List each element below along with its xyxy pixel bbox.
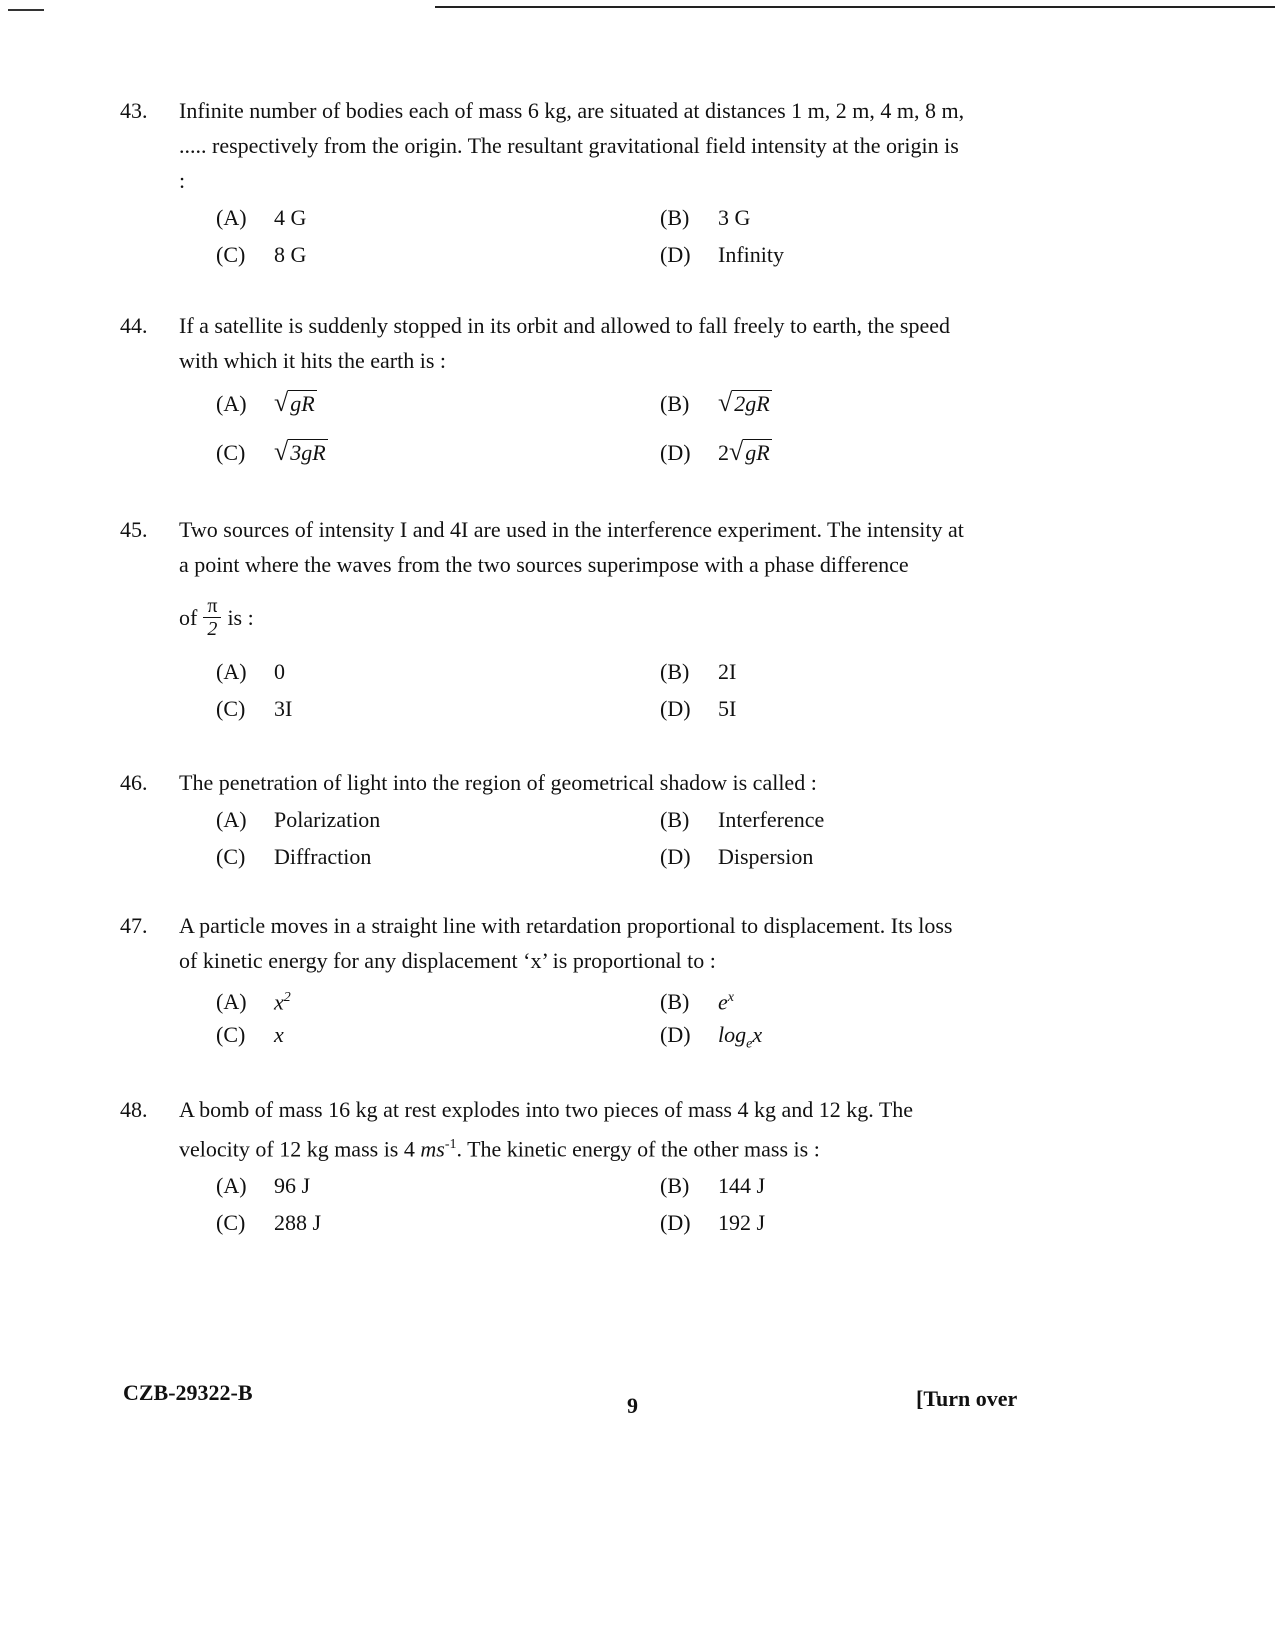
option-d[interactable] <box>660 839 960 875</box>
option-a[interactable] <box>216 654 660 690</box>
question-46 <box>120 765 970 875</box>
scan-rule-left <box>8 9 44 11</box>
option-label: (A) <box>216 391 247 416</box>
radical-sign: √ <box>729 437 744 466</box>
radicand: gR <box>290 391 315 416</box>
question-number: 46. <box>120 770 148 795</box>
option-value: 4 G <box>274 205 307 230</box>
option-value <box>274 386 317 421</box>
option-a[interactable] <box>216 1168 660 1204</box>
option-label: (A) <box>216 1173 247 1199</box>
radicand: gR <box>745 440 770 465</box>
expression-base: x <box>274 989 284 1015</box>
question-47 <box>120 908 970 1053</box>
option-label: (B) <box>660 807 690 832</box>
option-a[interactable] <box>216 200 660 236</box>
question-number: 43. <box>120 98 148 123</box>
option-d[interactable] <box>660 237 960 273</box>
option-label: (C) <box>216 1022 246 1047</box>
option-value <box>718 1017 762 1061</box>
option-label: (B) <box>660 205 690 230</box>
option-value: Polarization <box>274 807 381 832</box>
question-text-before: A bomb of mass 16 kg at rest explodes into two pieces of mass 4 kg and 12 kg. The velocity of 12 kg mass is 4 <box>179 1097 914 1162</box>
question-number: 44. <box>120 313 148 338</box>
option-value <box>718 435 772 470</box>
option-label: (A) <box>216 205 247 230</box>
options <box>216 980 970 1053</box>
option-value: Interference <box>718 807 825 832</box>
question-48 <box>120 1092 970 1241</box>
option-b[interactable] <box>660 654 960 690</box>
option-value <box>274 435 328 470</box>
question-text: The penetration of light into the region of geometrical shadow is called : <box>179 770 817 795</box>
option-label: (B) <box>660 989 690 1015</box>
option-value <box>718 980 734 1019</box>
option-a[interactable] <box>216 980 660 1016</box>
option-label: (D) <box>660 1210 691 1236</box>
option-value: 192 J <box>718 1210 766 1236</box>
option-label: (C) <box>216 696 246 721</box>
option-label: (C) <box>216 844 246 869</box>
option-label: (D) <box>660 696 691 721</box>
options <box>216 802 970 875</box>
fraction-suffix: is : <box>227 604 254 630</box>
option-label: (D) <box>660 440 691 465</box>
question-44 <box>120 308 970 483</box>
options <box>216 654 970 727</box>
option-label: (B) <box>660 659 690 684</box>
question-text: If a satellite is suddenly stopped in its orbit and allowed to fall freely to earth, the speed with which it hits the earth is : <box>179 313 951 373</box>
expression-base: log <box>718 1022 747 1047</box>
option-b[interactable] <box>660 980 960 1016</box>
option-c[interactable] <box>216 1205 660 1241</box>
option-label: (D) <box>660 242 691 267</box>
question-45 <box>120 512 970 727</box>
question-text: A particle moves in a straight line with retardation proportional to displacement. Its loss of kinetic energy for any displacement ‘x’ is proportional to : <box>179 913 953 973</box>
option-a[interactable] <box>216 802 660 838</box>
option-label: (B) <box>660 391 690 416</box>
option-value: 288 J <box>274 1210 322 1236</box>
radical-sign: √ <box>274 388 289 417</box>
option-label: (B) <box>660 1173 690 1199</box>
fraction-numerator: π <box>203 595 221 618</box>
page-number: 9 <box>627 1393 638 1418</box>
paper-code: CZB-29322-B <box>123 1380 253 1405</box>
option-value: 5I <box>718 696 737 721</box>
option-b[interactable] <box>660 802 960 838</box>
option-c[interactable] <box>216 1017 660 1053</box>
option-value: Infinity <box>718 242 784 267</box>
question-text: Two sources of intensity I and 4I are used in the interference experiment. The intensity at a point where the waves from the two sources superimpose with a phase difference <box>179 517 964 577</box>
sqrt-expression <box>729 438 772 466</box>
question-text: Infinite number of bodies each of mass 6 kg, are situated at distances 1 m, 2 m, 4 m, 8 m, ..... respectively from the origin. The resultant gravitational field intensity at the origin is : <box>179 98 965 193</box>
radicand: 2gR <box>734 391 770 416</box>
option-label: (D) <box>660 844 691 869</box>
question-text <box>179 1092 969 1166</box>
option-value: 3I <box>274 696 293 721</box>
expression-tail: x <box>752 1022 763 1047</box>
expression-subscript: e <box>746 1036 753 1052</box>
question-number: 47. <box>120 913 148 938</box>
scan-rule-right <box>435 6 1275 8</box>
options <box>216 1168 970 1241</box>
option-label: (C) <box>216 440 246 465</box>
expression-base: e <box>718 989 728 1015</box>
fraction-pi-over-2 <box>203 595 221 640</box>
option-value <box>718 386 772 421</box>
options <box>216 386 970 483</box>
option-value <box>274 980 291 1019</box>
option-label: (D) <box>660 1022 691 1047</box>
velocity-unit-exponent: -1 <box>444 1137 457 1152</box>
expression-superscript: x <box>727 990 734 1005</box>
option-value: 8 G <box>274 242 307 267</box>
option-d[interactable] <box>660 435 960 483</box>
option-c[interactable] <box>216 237 660 273</box>
option-value: 144 J <box>718 1173 766 1199</box>
fraction-denominator: 2 <box>207 617 218 640</box>
option-a[interactable] <box>216 386 660 434</box>
option-value: 2I <box>718 659 737 684</box>
option-label: (A) <box>216 659 247 684</box>
sqrt-expression <box>274 389 317 417</box>
option-b[interactable] <box>660 1168 960 1204</box>
radical-sign: √ <box>274 437 289 466</box>
option-c[interactable] <box>216 435 660 483</box>
option-b[interactable] <box>660 200 960 236</box>
option-label: (C) <box>216 242 246 267</box>
option-d[interactable] <box>660 1205 960 1241</box>
option-b[interactable] <box>660 386 960 434</box>
options <box>216 200 970 273</box>
fraction-line <box>179 582 969 652</box>
question-number: 48. <box>120 1097 148 1122</box>
option-label: (C) <box>216 1210 246 1236</box>
radical-sign: √ <box>718 388 733 417</box>
coefficient: 2 <box>718 440 729 465</box>
option-d[interactable] <box>660 1017 960 1053</box>
option-value: 0 <box>274 659 285 684</box>
option-d[interactable] <box>660 691 960 727</box>
option-value: 96 J <box>274 1173 311 1199</box>
sqrt-expression <box>718 389 772 417</box>
option-c[interactable] <box>216 691 660 727</box>
option-value: x <box>274 1022 284 1047</box>
velocity-unit: ms <box>420 1136 445 1162</box>
option-c[interactable] <box>216 839 660 875</box>
radicand: 3gR <box>290 440 326 465</box>
turn-over-label: [Turn over <box>916 1386 1018 1411</box>
option-value: Diffraction <box>274 844 372 869</box>
expression-superscript: 2 <box>283 990 291 1005</box>
fraction-prefix: of <box>179 604 198 630</box>
option-label: (A) <box>216 989 247 1015</box>
option-value: Dispersion <box>718 844 814 869</box>
question-43 <box>120 93 970 273</box>
question-text-after: . The kinetic energy of the other mass is : <box>456 1136 820 1162</box>
sqrt-expression <box>274 438 328 466</box>
question-number: 45. <box>120 517 148 542</box>
option-label: (A) <box>216 807 247 832</box>
option-value: 3 G <box>718 205 751 230</box>
